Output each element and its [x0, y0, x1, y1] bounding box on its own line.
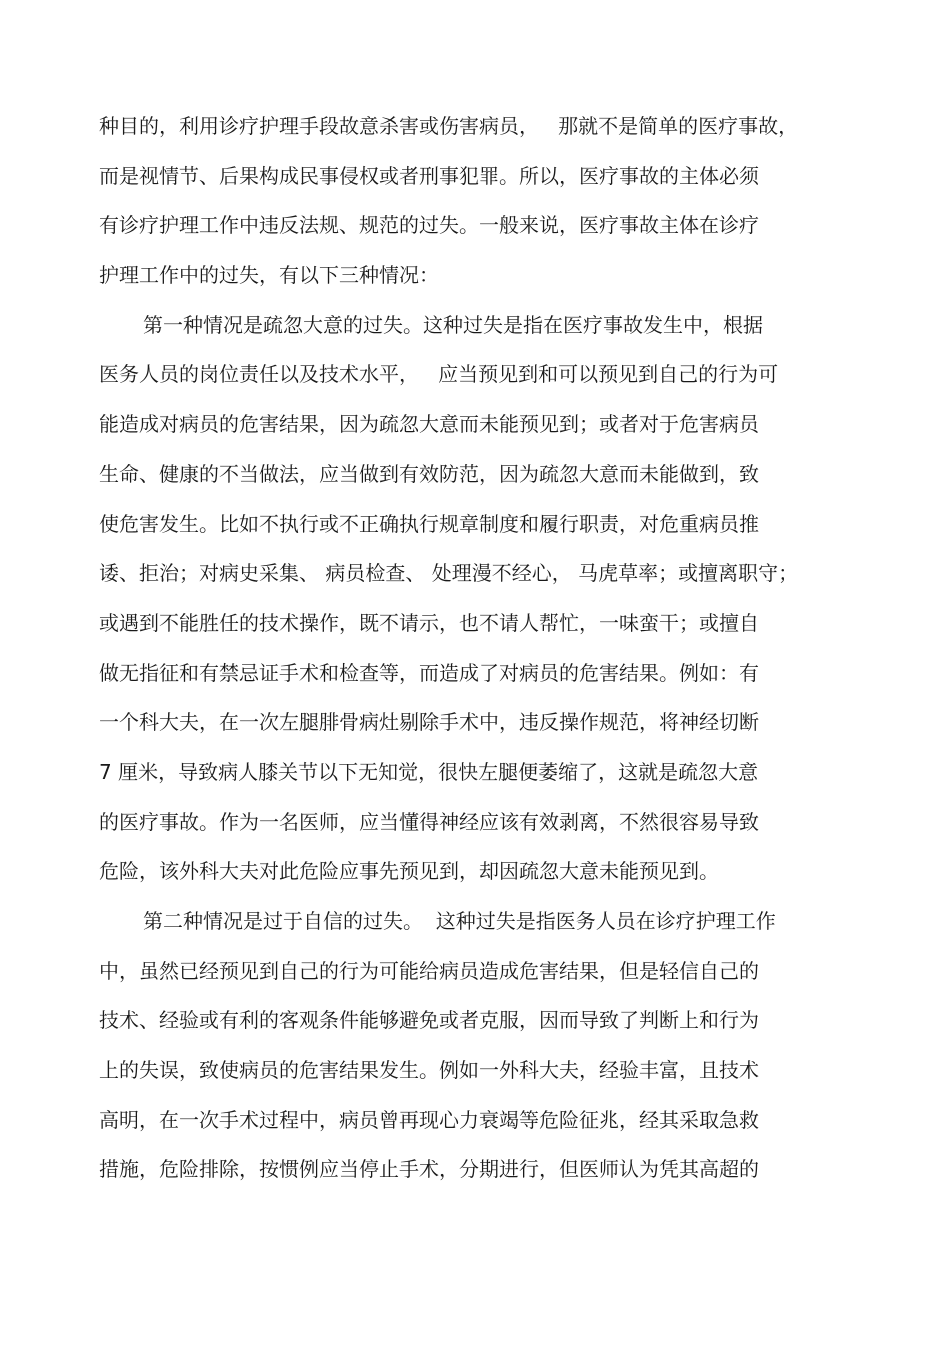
text-line-20: 上的失误，致使病员的危害结果发生。例如一外科大夫，经验丰富，且技术 — [99, 1058, 759, 1083]
text-line-18: 中，虽然已经预见到自己的行为可能给病员造成危害结果，但是轻信自己的 — [99, 958, 759, 983]
text-line-11: 或遇到不能胜任的技术操作，既不请示，也不请人帮忙，一味蛮干；或擅自 — [99, 610, 759, 635]
text-line-4: 护理工作中的过失，有以下三种情况： — [99, 263, 439, 288]
body-text — [0, 102, 950, 1195]
text-line-6: 医务人员的岗位责任以及技术水平， 应当预见到和可以预见到自己的行为可 — [99, 362, 779, 387]
text-line-16: 危险，该外科大夫对此危险应事先预见到，却因疏忽大意未能预见到。 — [99, 859, 719, 884]
text-line-10: 诿、拒治；对病史采集、 病员检查、 处理漫不经心， 马虎草率；或擅离职守； — [99, 561, 799, 586]
text-line-14: 7 厘米，导致病人膝关节以下无知觉，很快左腿便萎缩了，这就是疏忽大意 — [99, 759, 759, 784]
text-line-3: 有诊疗护理工作中违反法规、规范的过失。一般来说，医疗事故主体在诊疗 — [99, 213, 759, 238]
text-line-13: 一个科大夫，在一次左腿腓骨病灶剔除手术中，违反操作规范，将神经切断 — [99, 710, 759, 735]
text-line-2: 而是视情节、后果构成民事侵权或者刑事犯罪。所以，医疗事故的主体必须 — [99, 163, 759, 188]
text-line-8: 生命、健康的不当做法，应当做到有效防范，因为疏忽大意而未能做到，致 — [99, 461, 759, 486]
text-line-17: 第二种情况是过于自信的过失。 这种过失是指医务人员在诊疗护理工作 — [143, 909, 776, 933]
text-line-19: 技术、经验或有利的客观条件能够避免或者克服，因而导致了判断上和行为 — [99, 1008, 759, 1033]
text-line-12: 做无指征和有禁忌证手术和检查等，而造成了对病员的危害结果。例如：有 — [99, 660, 759, 685]
text-line-1: 种目的，利用诊疗护理手段故意杀害或伤害病员， 那就不是简单的医疗事故， — [99, 114, 799, 138]
text-line-22: 措施，危险排除，按惯例应当停止手术，分期进行，但医师认为凭其高超的 — [99, 1157, 759, 1182]
text-line-5: 第一种情况是疏忽大意的过失。这种过失是指在医疗事故发生中，根据 — [143, 312, 763, 337]
text-line-21: 高明，在一次手术过程中，病员曾再现心力衰竭等危险征兆，经其采取急救 — [99, 1107, 759, 1132]
text-line-7: 能造成对病员的危害结果，因为疏忽大意而未能预见到；或者对于危害病员 — [99, 412, 759, 437]
text-line-15: 的医疗事故。作为一名医师，应当懂得神经应该有效剥离，不然很容易导致 — [99, 809, 759, 834]
text-line-9: 使危害发生。比如不执行或不正确执行规章制度和履行职责，对危重病员推 — [99, 511, 759, 536]
